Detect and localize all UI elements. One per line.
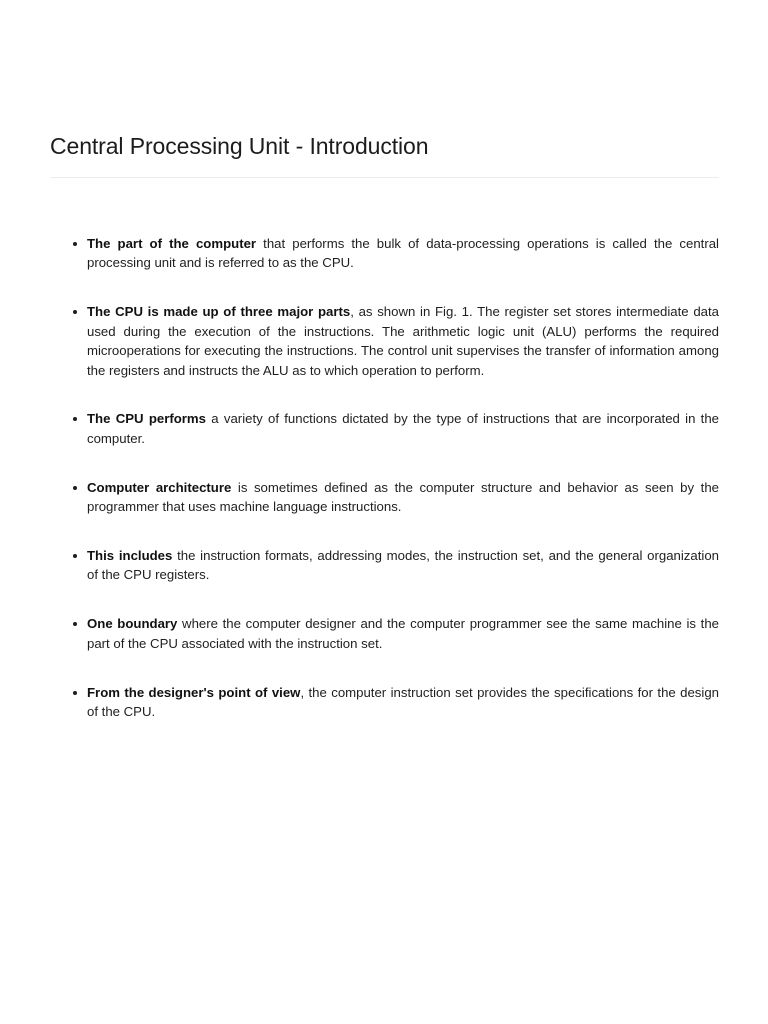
- document-page: [50, 0, 719, 751]
- bullet-text: the instruction formats, addressing modes, the instruction set, and the general organization of the CPU registers.: [87, 548, 719, 583]
- bullet-text: is sometimes defined as the computer structure and behavior as seen by the programmer that uses machine language instructions.: [87, 479, 719, 515]
- bullet-list: [50, 234, 719, 722]
- bullet-item-cpu-performs: [50, 409, 719, 448]
- bullet-lead: The part of the computer: [87, 236, 257, 251]
- bullet-dot-icon: [73, 417, 77, 421]
- bullet-text: where the computer designer and the computer programmer see the same machine is the part of the CPU associated with the instruction set.: [87, 616, 720, 651]
- bullet-text: a variety of functions dictated by the type of instructions that are incorporated in the computer.: [87, 411, 720, 446]
- bullet-lead: This includes: [87, 548, 173, 564]
- page-title: Central Processing Unit - Introduction: [50, 133, 429, 159]
- bullet-lead: From the designer's point of view: [87, 684, 301, 700]
- bullet-dot-icon: [73, 242, 77, 246]
- bullet-text: , as shown in Fig. 1. The register set stores intermediate data used during the execution of the instructions. The arithmetic logic unit (ALU) performs the required microoperations for executing the instructions. The control unit supervises the transfer of information among the registers and instructs the ALU as to which operation to perform.: [87, 304, 719, 378]
- bullet-dot-icon: [73, 622, 77, 626]
- bullet-dot-icon: [73, 691, 77, 695]
- bullet-item-computer-architecture: [50, 478, 719, 517]
- bullet-dot-icon: [73, 486, 77, 490]
- bullet-item-this-includes: [50, 546, 719, 585]
- bullet-item-cpu-definition: [50, 234, 719, 273]
- bullet-lead: One boundary: [87, 616, 178, 632]
- bullet-text: , the computer instruction set provides the specifications for the design of the CPU.: [87, 684, 719, 720]
- bullet-text: that performs the bulk of data-processing operations is called the central processing unit and is referred to as the CPU.: [87, 236, 719, 271]
- bullet-lead: Computer architecture: [87, 479, 232, 495]
- bullet-item-designer-view: [50, 683, 719, 722]
- bullet-dot-icon: [73, 310, 77, 314]
- bullet-item-cpu-parts: [50, 302, 719, 380]
- bullet-lead: The CPU performs: [87, 411, 206, 427]
- bullet-dot-icon: [73, 554, 77, 558]
- bullet-lead: The CPU is made up of three major parts: [87, 304, 351, 320]
- bullet-item-one-boundary: [50, 614, 719, 653]
- title-divider: [50, 177, 719, 178]
